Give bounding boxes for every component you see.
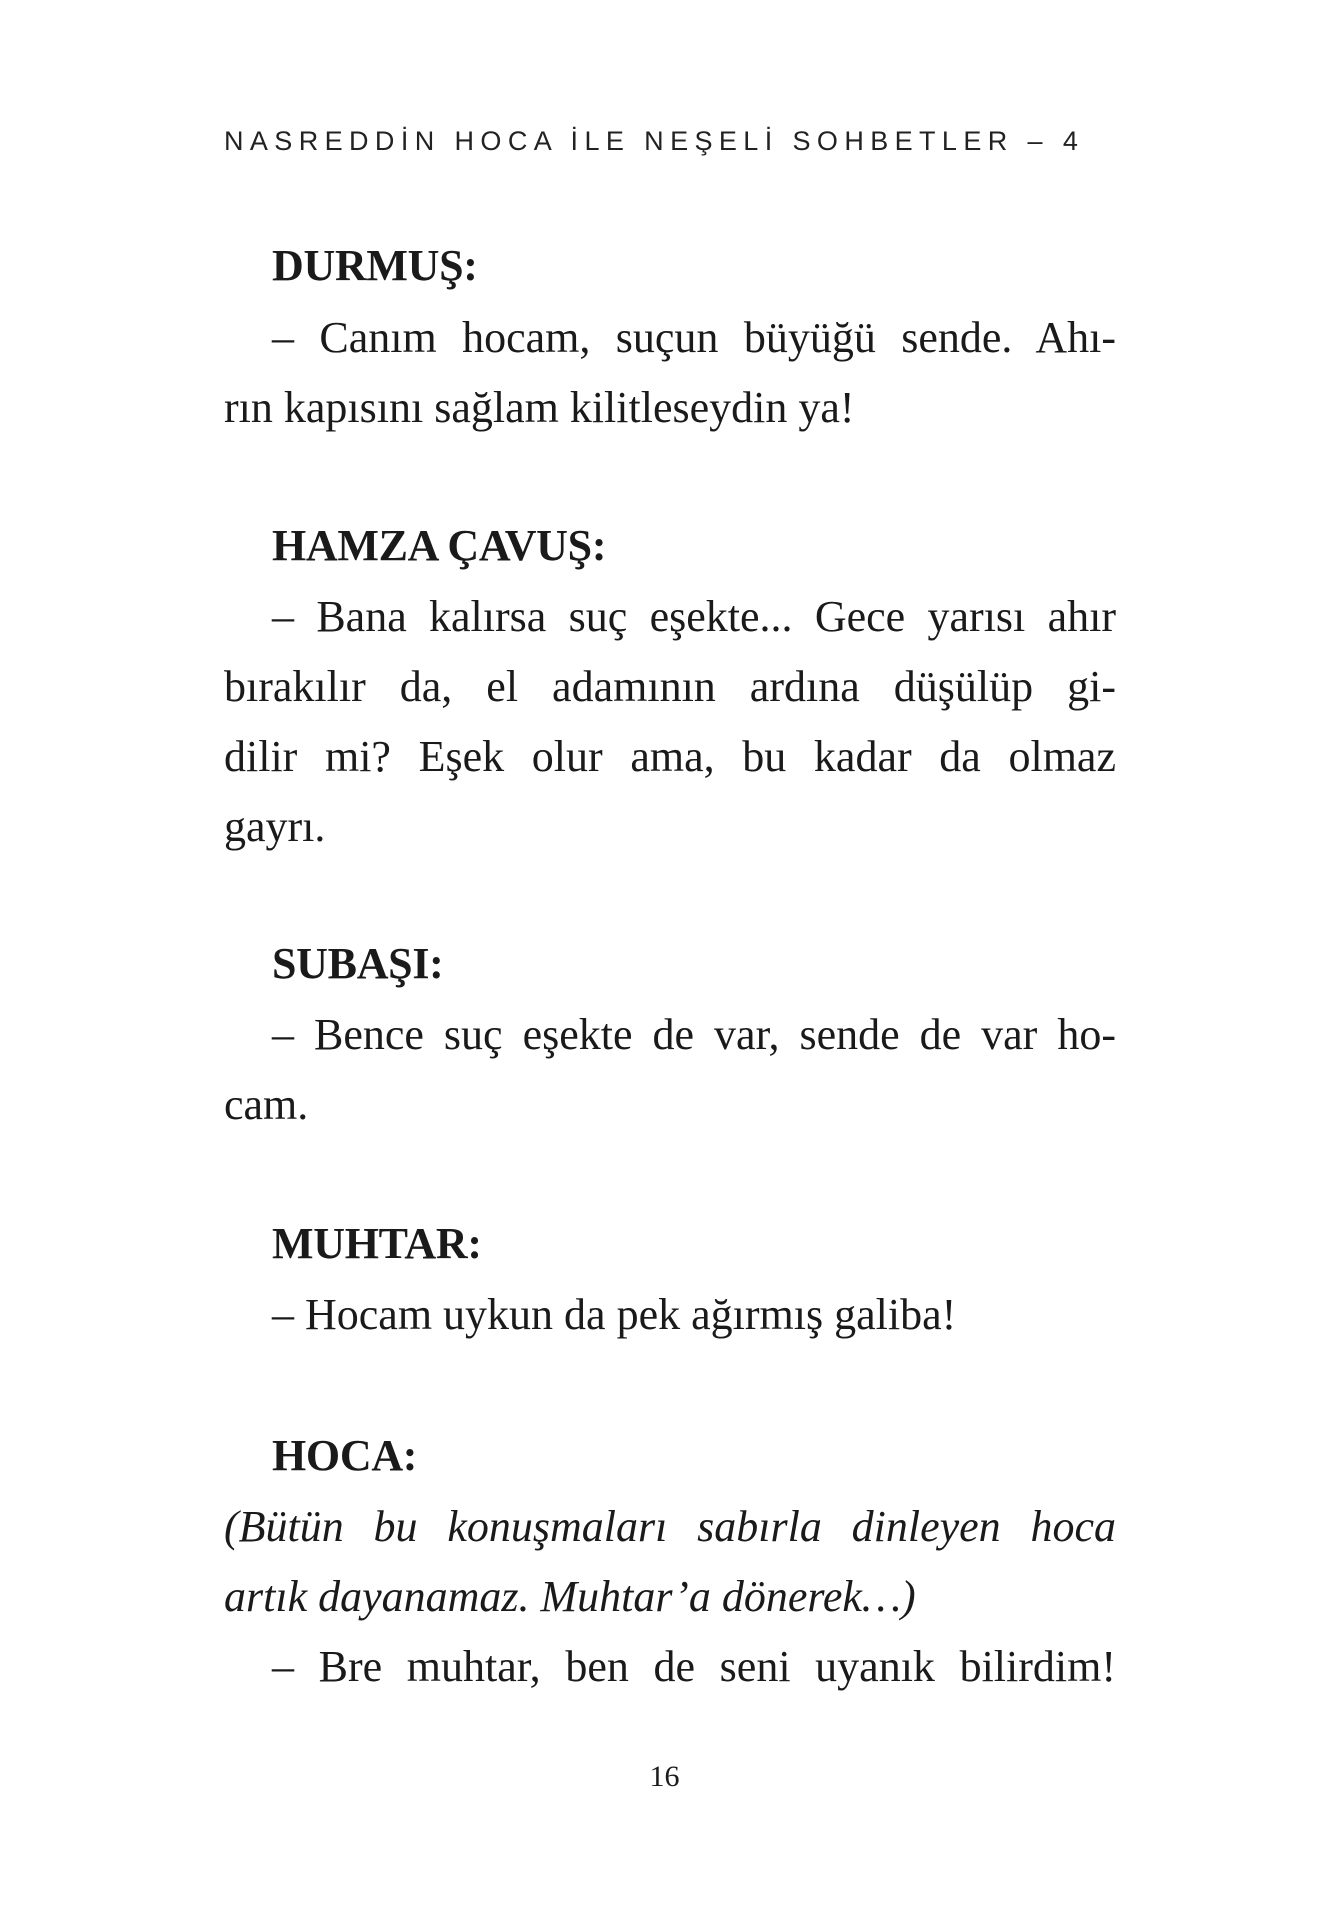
- dialogue-subasi: [224, 1000, 1116, 1140]
- dialogue-line: – Bence suç eşekte de var, sende de var ho-: [272, 1010, 1116, 1059]
- dialogue-durmus: [224, 303, 1116, 443]
- speaker-muhtar: MUHTAR:: [272, 1219, 482, 1268]
- running-header: NASREDDİN HOCA İLE NEŞELİ SOHBETLER – 4: [224, 126, 1085, 156]
- speaker-durmus: DURMUŞ:: [272, 241, 478, 290]
- dialogue-hamza-cavus: [224, 582, 1116, 862]
- stage-direction-line: artık dayanamaz. Muhtar’a dönerek…): [224, 1572, 916, 1621]
- dialogue-line: rın kapısını sağlam kilitleseydin ya!: [224, 383, 855, 432]
- dialogue-line: – Canım hocam, suçun büyüğü sende. Ahı-: [272, 313, 1116, 362]
- dialogue-muhtar: [224, 1280, 1116, 1350]
- stage-direction-line: (Bütün bu konuşmaları sabırla dinleyen hoca: [224, 1502, 1116, 1551]
- speaker-hoca: HOCA:: [272, 1431, 418, 1480]
- dialogue-line: – Bana kalırsa suç eşekte... Gece yarısı ahır: [272, 592, 1116, 641]
- dialogue-line: – Hocam uykun da pek ağırmış galiba!: [272, 1290, 957, 1339]
- dialogue-line: – Bre muhtar, ben de seni uyanık bilirdim!: [272, 1642, 1116, 1691]
- dialogue-line: cam.: [224, 1080, 309, 1129]
- speaker-hamza-cavus: HAMZA ÇAVUŞ:: [272, 521, 607, 570]
- page-number: 16: [649, 1760, 680, 1793]
- dialogue-line: bırakılır da, el adamının ardına düşülüp gi-: [224, 662, 1116, 711]
- dialogue-line: dilir mi? Eşek olur ama, bu kadar da olmaz: [224, 732, 1116, 781]
- dialogue-line: gayrı.: [224, 802, 326, 851]
- speaker-subasi: SUBAŞI:: [272, 939, 444, 988]
- dialogue-hoca: [224, 1492, 1116, 1702]
